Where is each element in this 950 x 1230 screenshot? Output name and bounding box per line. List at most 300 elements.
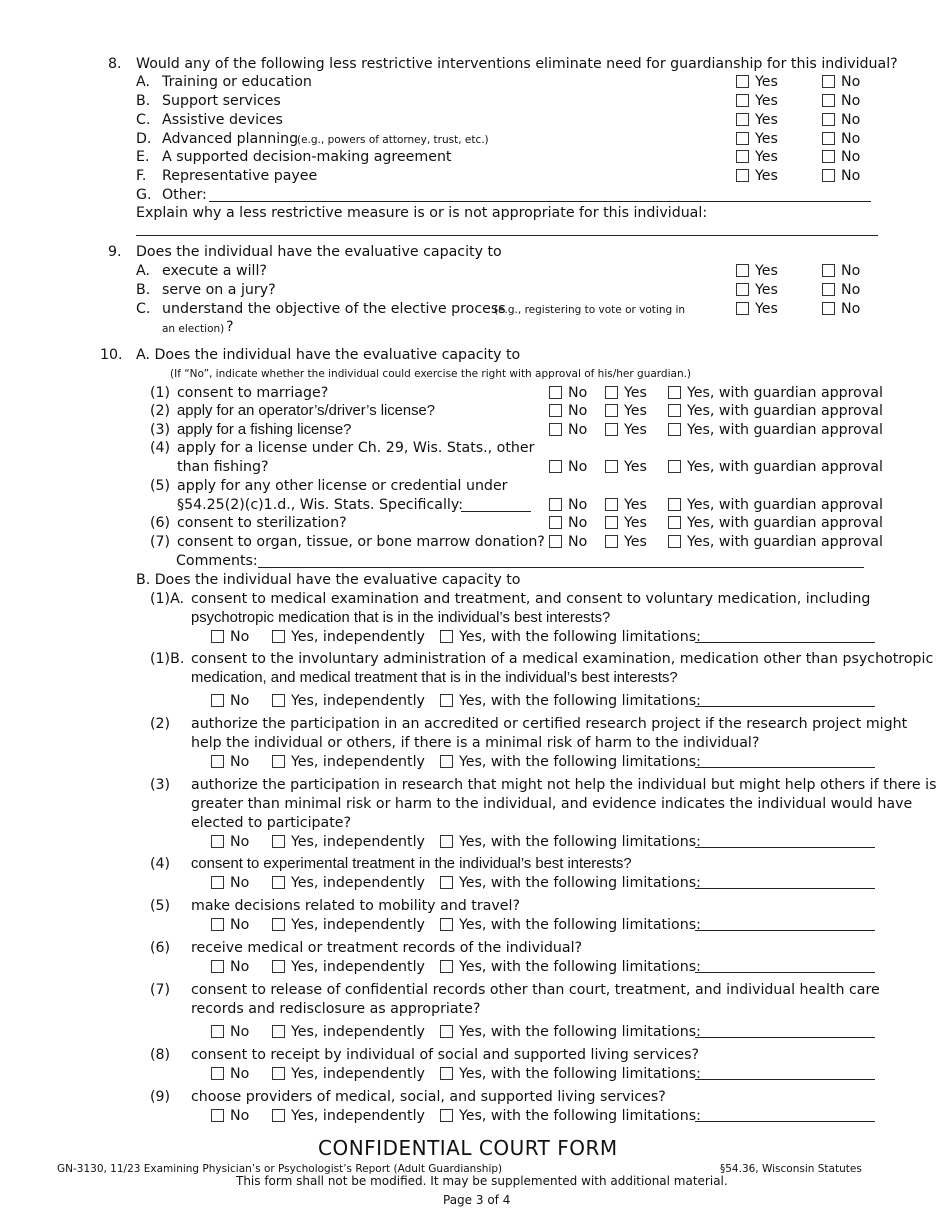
q8-item-text: Support services: [162, 93, 281, 109]
q10-a-yes-option[interactable]: [605, 384, 647, 402]
q10-b-no-option[interactable]: [211, 692, 249, 710]
checkbox-label: Yes, with the following limitations:: [459, 959, 701, 975]
q10-b-item-line: authorize the participation in research that might not help the individual but might help others if there is: [191, 777, 937, 793]
checkbox-label: No: [568, 459, 588, 475]
q10-b-independent-option[interactable]: [272, 1107, 425, 1125]
footer-page-number: Page 3 of 4: [443, 1193, 511, 1207]
q8-yes-option[interactable]: [736, 130, 778, 148]
checkbox[interactable]: [668, 423, 681, 436]
q10-a-item-num: (6): [150, 515, 171, 531]
q10-b-item-line: psychotropic medication that is in the individual’s best interests?: [191, 610, 611, 626]
q8-yes-option[interactable]: [736, 167, 778, 185]
checkbox[interactable]: [605, 460, 618, 473]
q10-b-independent-option[interactable]: [272, 874, 425, 892]
checkbox[interactable]: [211, 1109, 224, 1122]
checkbox[interactable]: [668, 386, 681, 399]
q10-b-limits-field[interactable]: [695, 1037, 875, 1038]
q10-a-item-num: (3): [150, 422, 171, 438]
q10-b-item-num: (7): [150, 982, 171, 998]
q10-a-no-option[interactable]: [549, 533, 587, 551]
checkbox-label: Yes: [755, 263, 778, 279]
checkbox-label: Yes: [755, 112, 778, 128]
q10-number: 10.: [100, 347, 123, 363]
checkbox-label: Yes, independently: [291, 834, 425, 850]
q10-b-limits-option[interactable]: [440, 833, 701, 851]
q10-a-approval-option[interactable]: [668, 496, 883, 514]
q9-no-option[interactable]: [822, 281, 860, 299]
q9-yes-option[interactable]: [736, 300, 778, 318]
checkbox-label: No: [568, 422, 588, 438]
checkbox[interactable]: [668, 535, 681, 548]
checkbox[interactable]: [822, 264, 835, 277]
q10-a-comments-field[interactable]: [258, 567, 864, 568]
q10-b-item-line: consent to medical examination and treatment, and consent to voluntary medication, including: [191, 591, 871, 607]
checkbox-label: No: [230, 1066, 250, 1082]
checkbox[interactable]: [549, 535, 562, 548]
q10-b-item-line: consent to the involuntary administration of a medical examination, medication other than psychotropic: [191, 651, 934, 667]
checkbox-label: No: [568, 515, 588, 531]
checkbox[interactable]: [736, 283, 749, 296]
checkbox-label: Yes, with guardian approval: [687, 403, 883, 419]
q10-b-item-line: consent to release of confidential records other than court, treatment, and individual health care: [191, 982, 880, 998]
q10-b-item-num: (2): [150, 716, 171, 732]
q10-b-no-option[interactable]: [211, 833, 249, 851]
q9-item-text: understand the objective of the elective process: [162, 301, 506, 317]
q10-a-item-text: apply for any other license or credential under: [177, 478, 508, 494]
q10-a-item-text2: §54.25(2)(c)1.d., Wis. Stats. Specifically:: [177, 497, 463, 513]
q8-item-letter: A.: [136, 74, 150, 90]
checkbox[interactable]: [211, 918, 224, 931]
q10-b-question: B. Does the individual have the evaluative capacity to: [136, 572, 521, 588]
checkbox-label: Yes: [755, 93, 778, 109]
q10-a-question: A. Does the individual have the evaluative capacity to: [136, 347, 521, 363]
checkbox[interactable]: [272, 876, 285, 889]
q10-b-no-option[interactable]: [211, 753, 249, 771]
q10-a-item-num: (2): [150, 403, 171, 419]
checkbox[interactable]: [272, 960, 285, 973]
checkbox[interactable]: [272, 630, 285, 643]
checkbox[interactable]: [736, 169, 749, 182]
checkbox[interactable]: [605, 404, 618, 417]
q10-b-item-num: (6): [150, 940, 171, 956]
q8-item-text: Assistive devices: [162, 112, 283, 128]
checkbox-label: Yes, with guardian approval: [687, 497, 883, 513]
q10-b-limits-option[interactable]: [440, 1065, 701, 1083]
q9-yes-option[interactable]: [736, 281, 778, 299]
checkbox-label: No: [841, 74, 861, 90]
checkbox-label: Yes, independently: [291, 917, 425, 933]
q8-question: Would any of the following less restrictive interventions eliminate need for guardianship for this individual?: [136, 56, 898, 72]
q10-a-approval-option[interactable]: [668, 384, 883, 402]
checkbox[interactable]: [549, 498, 562, 511]
q10-b-independent-option[interactable]: [272, 833, 425, 851]
q10-b-independent-option[interactable]: [272, 628, 425, 646]
checkbox-label: Yes: [624, 497, 647, 513]
q8-item-letter: F.: [136, 168, 147, 184]
checkbox[interactable]: [440, 835, 453, 848]
q9-item-c-note2: an election): [162, 323, 225, 335]
checkbox[interactable]: [549, 423, 562, 436]
checkbox[interactable]: [822, 94, 835, 107]
q10-b-independent-option[interactable]: [272, 692, 425, 710]
q10-b-no-option[interactable]: [211, 874, 249, 892]
q10-a-comments-label: Comments:: [176, 553, 258, 569]
checkbox[interactable]: [272, 1109, 285, 1122]
q10-b-item-num: (8): [150, 1047, 171, 1063]
checkbox[interactable]: [440, 1109, 453, 1122]
q10-b-no-option[interactable]: [211, 958, 249, 976]
checkbox-label: Yes: [755, 168, 778, 184]
q10-b-independent-option[interactable]: [272, 958, 425, 976]
q10-b-no-option[interactable]: [211, 1107, 249, 1125]
q10-b-item-line: consent to receipt by individual of social and supported living services?: [191, 1047, 700, 1063]
checkbox-label: Yes, independently: [291, 1066, 425, 1082]
q10-a-approval-option[interactable]: [668, 402, 883, 420]
q10-b-item-num: (1)B.: [150, 651, 185, 667]
q10-a5-specify-field[interactable]: [461, 511, 531, 512]
q10-b-item-line: medication, and medical treatment that is in the individual’s best interests?: [191, 670, 678, 686]
checkbox-label: Yes, independently: [291, 1024, 425, 1040]
q10-a-item-text2: than fishing?: [177, 459, 269, 475]
checkbox-label: Yes: [624, 403, 647, 419]
footer-title: CONFIDENTIAL COURT FORM: [318, 1136, 618, 1160]
checkbox-label: No: [230, 1024, 250, 1040]
q10-a-yes-option[interactable]: [605, 496, 647, 514]
q10-b-limits-option[interactable]: [440, 874, 701, 892]
q10-b-limits-option[interactable]: [440, 916, 701, 934]
checkbox-label: No: [841, 263, 861, 279]
q10-a-no-option[interactable]: [549, 421, 587, 439]
q10-b-limits-option[interactable]: [440, 753, 701, 771]
checkbox-label: Yes, with the following limitations:: [459, 834, 701, 850]
checkbox-label: No: [230, 959, 250, 975]
q8-yes-option[interactable]: [736, 73, 778, 91]
q10-b-item-line: help the individual or others, if there is a minimal risk of harm to the individual?: [191, 735, 760, 751]
q9-item-text: execute a will?: [162, 263, 267, 279]
q8-item-text: Training or education: [162, 74, 312, 90]
checkbox-label: Yes: [755, 74, 778, 90]
q10-a-item-num: (7): [150, 534, 171, 550]
checkbox-label: Yes: [755, 131, 778, 147]
checkbox[interactable]: [736, 75, 749, 88]
checkbox-label: Yes: [624, 515, 647, 531]
checkbox[interactable]: [605, 498, 618, 511]
q10-a-item-text: apply for a license under Ch. 29, Wis. Stats., other: [177, 440, 535, 456]
checkbox-label: Yes, with the following limitations:: [459, 1108, 701, 1124]
q10-a-item-text: apply for an operator’s/driver’s license?: [177, 403, 435, 419]
q8-no-option[interactable]: [822, 73, 860, 91]
checkbox-label: No: [568, 497, 588, 513]
checkbox[interactable]: [211, 1025, 224, 1038]
q8-no-option[interactable]: [822, 92, 860, 110]
checkbox[interactable]: [440, 694, 453, 707]
q10-b-limits-option[interactable]: [440, 1023, 701, 1041]
q8-yes-option[interactable]: [736, 111, 778, 129]
q10-b-item-line: elected to participate?: [191, 815, 352, 831]
checkbox[interactable]: [272, 755, 285, 768]
checkbox[interactable]: [272, 1025, 285, 1038]
q8-no-option[interactable]: [822, 130, 860, 148]
q10-b-limits-field[interactable]: [695, 642, 875, 643]
checkbox-label: Yes: [624, 422, 647, 438]
checkbox[interactable]: [211, 835, 224, 848]
checkbox[interactable]: [822, 113, 835, 126]
checkbox-label: Yes, with the following limitations:: [459, 875, 701, 891]
checkbox-label: No: [230, 693, 250, 709]
checkbox-label: Yes: [624, 459, 647, 475]
checkbox[interactable]: [822, 132, 835, 145]
checkbox[interactable]: [822, 75, 835, 88]
q9-no-option[interactable]: [822, 300, 860, 318]
checkbox[interactable]: [440, 755, 453, 768]
checkbox-label: Yes, independently: [291, 1108, 425, 1124]
checkbox[interactable]: [605, 516, 618, 529]
q8-yes-option[interactable]: [736, 148, 778, 166]
q10-b-item-num: (3): [150, 777, 171, 793]
checkbox[interactable]: [211, 755, 224, 768]
q8-item-letter: B.: [136, 93, 151, 109]
q9-yes-option[interactable]: [736, 262, 778, 280]
checkbox[interactable]: [211, 1067, 224, 1080]
q10-a-yes-option[interactable]: [605, 514, 647, 532]
q10-a-no-option[interactable]: [549, 514, 587, 532]
checkbox-label: Yes, with guardian approval: [687, 422, 883, 438]
checkbox-label: Yes: [755, 282, 778, 298]
q8-no-option[interactable]: [822, 148, 860, 166]
checkbox-label: Yes: [755, 149, 778, 165]
q8-other-field[interactable]: [209, 201, 871, 202]
q10-a-yes-option[interactable]: [605, 402, 647, 420]
q9-no-option[interactable]: [822, 262, 860, 280]
q10-a-approval-option[interactable]: [668, 421, 883, 439]
q10-b-item-line: choose providers of medical, social, and supported living services?: [191, 1089, 666, 1105]
q9-item-text: serve on a jury?: [162, 282, 276, 298]
footer-form-id: GN-3130, 11/23 Examining Physician’s or Psychologist’s Report (Adult Guardianship): [57, 1163, 503, 1175]
checkbox[interactable]: [668, 516, 681, 529]
q8-number: 8.: [108, 56, 122, 72]
q10-b-no-option[interactable]: [211, 1065, 249, 1083]
checkbox-label: No: [841, 149, 861, 165]
checkbox-label: Yes, with guardian approval: [687, 534, 883, 550]
q8-item-note: (e.g., powers of attorney, trust, etc.): [297, 134, 489, 146]
q10-a-note: (If “No”, indicate whether the individual could exercise the right with approval of his/her guardian.): [170, 368, 692, 380]
checkbox-label: Yes, with the following limitations:: [459, 754, 701, 770]
q10-a-item-num: (5): [150, 478, 171, 494]
checkbox-label: No: [841, 301, 861, 317]
checkbox-label: No: [230, 1108, 250, 1124]
checkbox-label: No: [568, 385, 588, 401]
q10-b-limits-field[interactable]: [695, 767, 875, 768]
checkbox[interactable]: [822, 169, 835, 182]
q9-item-c-tail: ?: [226, 319, 234, 335]
checkbox-label: No: [230, 875, 250, 891]
q10-b-limits-field[interactable]: [695, 706, 875, 707]
checkbox[interactable]: [822, 283, 835, 296]
checkbox[interactable]: [549, 460, 562, 473]
q8-item-letter: E.: [136, 149, 150, 165]
footer-statute: §54.36, Wisconsin Statutes: [720, 1163, 862, 1175]
checkbox-label: Yes: [624, 385, 647, 401]
q9-item-c-note: (e.g., registering to vote or voting in: [494, 304, 686, 316]
checkbox-label: No: [230, 917, 250, 933]
checkbox-label: No: [841, 93, 861, 109]
checkbox[interactable]: [605, 423, 618, 436]
checkbox-label: No: [841, 282, 861, 298]
q8-other-letter: G.: [136, 187, 152, 203]
q10-b-limits-field[interactable]: [695, 930, 875, 931]
checkbox-label: No: [568, 403, 588, 419]
q10-a-item-text: apply for a fishing license?: [177, 422, 352, 438]
checkbox-label: Yes, independently: [291, 629, 425, 645]
checkbox-label: Yes, with guardian approval: [687, 459, 883, 475]
checkbox-label: No: [841, 112, 861, 128]
checkbox[interactable]: [272, 835, 285, 848]
q10-a-approval-option[interactable]: [668, 533, 883, 551]
q10-b-item-num: (5): [150, 898, 171, 914]
q10-a-no-option[interactable]: [549, 458, 587, 476]
q8-item-text: A supported decision-making agreement: [162, 149, 452, 165]
q8-explain-field[interactable]: [136, 235, 878, 236]
q8-explain: Explain why a less restrictive measure is or is not appropriate for this individual:: [136, 205, 708, 221]
q10-a-item-text: consent to marriage?: [177, 385, 329, 401]
checkbox[interactable]: [272, 918, 285, 931]
q9-question: Does the individual have the evaluative capacity to: [136, 244, 502, 260]
q10-a-item-text: consent to sterilization?: [177, 515, 347, 531]
q10-b-independent-option[interactable]: [272, 753, 425, 771]
q10-b-limits-field[interactable]: [695, 972, 875, 973]
checkbox-label: Yes, with guardian approval: [687, 515, 883, 531]
q10-b-limits-option[interactable]: [440, 692, 701, 710]
checkbox-label: Yes, with guardian approval: [687, 385, 883, 401]
checkbox-label: Yes, independently: [291, 959, 425, 975]
footer-notice: This form shall not be modified. It may be supplemented with additional material.: [236, 1174, 728, 1188]
q10-a-no-option[interactable]: [549, 384, 587, 402]
checkbox[interactable]: [736, 302, 749, 315]
checkbox-label: Yes: [624, 534, 647, 550]
q10-b-limits-option[interactable]: [440, 628, 701, 646]
checkbox[interactable]: [668, 404, 681, 417]
q10-b-independent-option[interactable]: [272, 1065, 425, 1083]
checkbox[interactable]: [668, 460, 681, 473]
q8-no-option[interactable]: [822, 167, 860, 185]
checkbox[interactable]: [736, 113, 749, 126]
checkbox-label: Yes, with the following limitations:: [459, 693, 701, 709]
checkbox[interactable]: [440, 1067, 453, 1080]
q10-a-item-num: (4): [150, 440, 171, 456]
checkbox-label: No: [230, 754, 250, 770]
q10-a-approval-option[interactable]: [668, 458, 883, 476]
checkbox-label: Yes, independently: [291, 693, 425, 709]
checkbox[interactable]: [668, 498, 681, 511]
checkbox-label: No: [841, 131, 861, 147]
q10-b-independent-option[interactable]: [272, 1023, 425, 1041]
q10-b-limits-field[interactable]: [695, 888, 875, 889]
q10-a-no-option[interactable]: [549, 402, 587, 420]
q10-b-limits-field[interactable]: [695, 847, 875, 848]
checkbox-label: Yes, with the following limitations:: [459, 629, 701, 645]
q10-b-no-option[interactable]: [211, 916, 249, 934]
checkbox[interactable]: [822, 302, 835, 315]
checkbox[interactable]: [272, 1067, 285, 1080]
checkbox-label: Yes, with the following limitations:: [459, 1024, 701, 1040]
q10-b-no-option[interactable]: [211, 628, 249, 646]
q10-b-limits-option[interactable]: [440, 958, 701, 976]
checkbox-label: Yes, independently: [291, 754, 425, 770]
checkbox-label: Yes, with the following limitations:: [459, 1066, 701, 1082]
q10-a-item-num: (1): [150, 385, 171, 401]
q10-b-item-line: greater than minimal risk or harm to the individual, and evidence indicates the individual would have: [191, 796, 913, 812]
checkbox[interactable]: [549, 404, 562, 417]
checkbox[interactable]: [440, 1025, 453, 1038]
checkbox-label: Yes: [755, 301, 778, 317]
q10-b-item-line: records and redisclosure as appropriate?: [191, 1001, 481, 1017]
checkbox[interactable]: [440, 918, 453, 931]
checkbox-label: No: [841, 168, 861, 184]
checkbox[interactable]: [440, 876, 453, 889]
checkbox[interactable]: [211, 876, 224, 889]
q10-b-no-option[interactable]: [211, 1023, 249, 1041]
q10-b-item-line: consent to experimental treatment in the individual’s best interests?: [191, 856, 632, 872]
checkbox[interactable]: [736, 94, 749, 107]
checkbox[interactable]: [736, 150, 749, 163]
checkbox-label: No: [230, 834, 250, 850]
checkbox[interactable]: [549, 516, 562, 529]
checkbox[interactable]: [211, 694, 224, 707]
q10-b-item-line: authorize the participation in an accredited or certified research project if the research project might: [191, 716, 908, 732]
checkbox[interactable]: [272, 694, 285, 707]
q10-b-item-line: make decisions related to mobility and travel?: [191, 898, 520, 914]
q8-item-text: Advanced planning: [162, 131, 299, 147]
checkbox[interactable]: [440, 960, 453, 973]
q10-a-approval-option[interactable]: [668, 514, 883, 532]
checkbox[interactable]: [736, 132, 749, 145]
q10-a-yes-option[interactable]: [605, 533, 647, 551]
q10-b-item-line: receive medical or treatment records of the individual?: [191, 940, 583, 956]
q8-no-option[interactable]: [822, 111, 860, 129]
q8-item-letter: D.: [136, 131, 152, 147]
q8-other-label: Other:: [162, 187, 207, 203]
checkbox-label: No: [230, 629, 250, 645]
q10-b-limits-field[interactable]: [695, 1121, 875, 1122]
q9-item-letter: B.: [136, 282, 151, 298]
checkbox-label: Yes, with the following limitations:: [459, 917, 701, 933]
q10-a-item-text: consent to organ, tissue, or bone marrow donation?: [177, 534, 545, 550]
checkbox[interactable]: [605, 386, 618, 399]
checkbox[interactable]: [211, 960, 224, 973]
q10-a-yes-option[interactable]: [605, 458, 647, 476]
checkbox[interactable]: [211, 630, 224, 643]
q8-item-letter: C.: [136, 112, 151, 128]
checkbox[interactable]: [605, 535, 618, 548]
q9-number: 9.: [108, 244, 122, 260]
q10-a-yes-option[interactable]: [605, 421, 647, 439]
q10-a-no-option[interactable]: [549, 496, 587, 514]
checkbox-label: No: [568, 534, 588, 550]
q10-b-item-num: (4): [150, 856, 171, 872]
checkbox[interactable]: [440, 630, 453, 643]
checkbox[interactable]: [736, 264, 749, 277]
checkbox[interactable]: [822, 150, 835, 163]
q10-b-item-num: (1)A.: [150, 591, 185, 607]
q8-item-text: Representative payee: [162, 168, 318, 184]
q10-b-limits-field[interactable]: [695, 1079, 875, 1080]
q10-b-limits-option[interactable]: [440, 1107, 701, 1125]
q9-item-letter: A.: [136, 263, 150, 279]
q10-b-independent-option[interactable]: [272, 916, 425, 934]
checkbox[interactable]: [549, 386, 562, 399]
q8-yes-option[interactable]: [736, 92, 778, 110]
q9-item-letter: C.: [136, 301, 151, 317]
